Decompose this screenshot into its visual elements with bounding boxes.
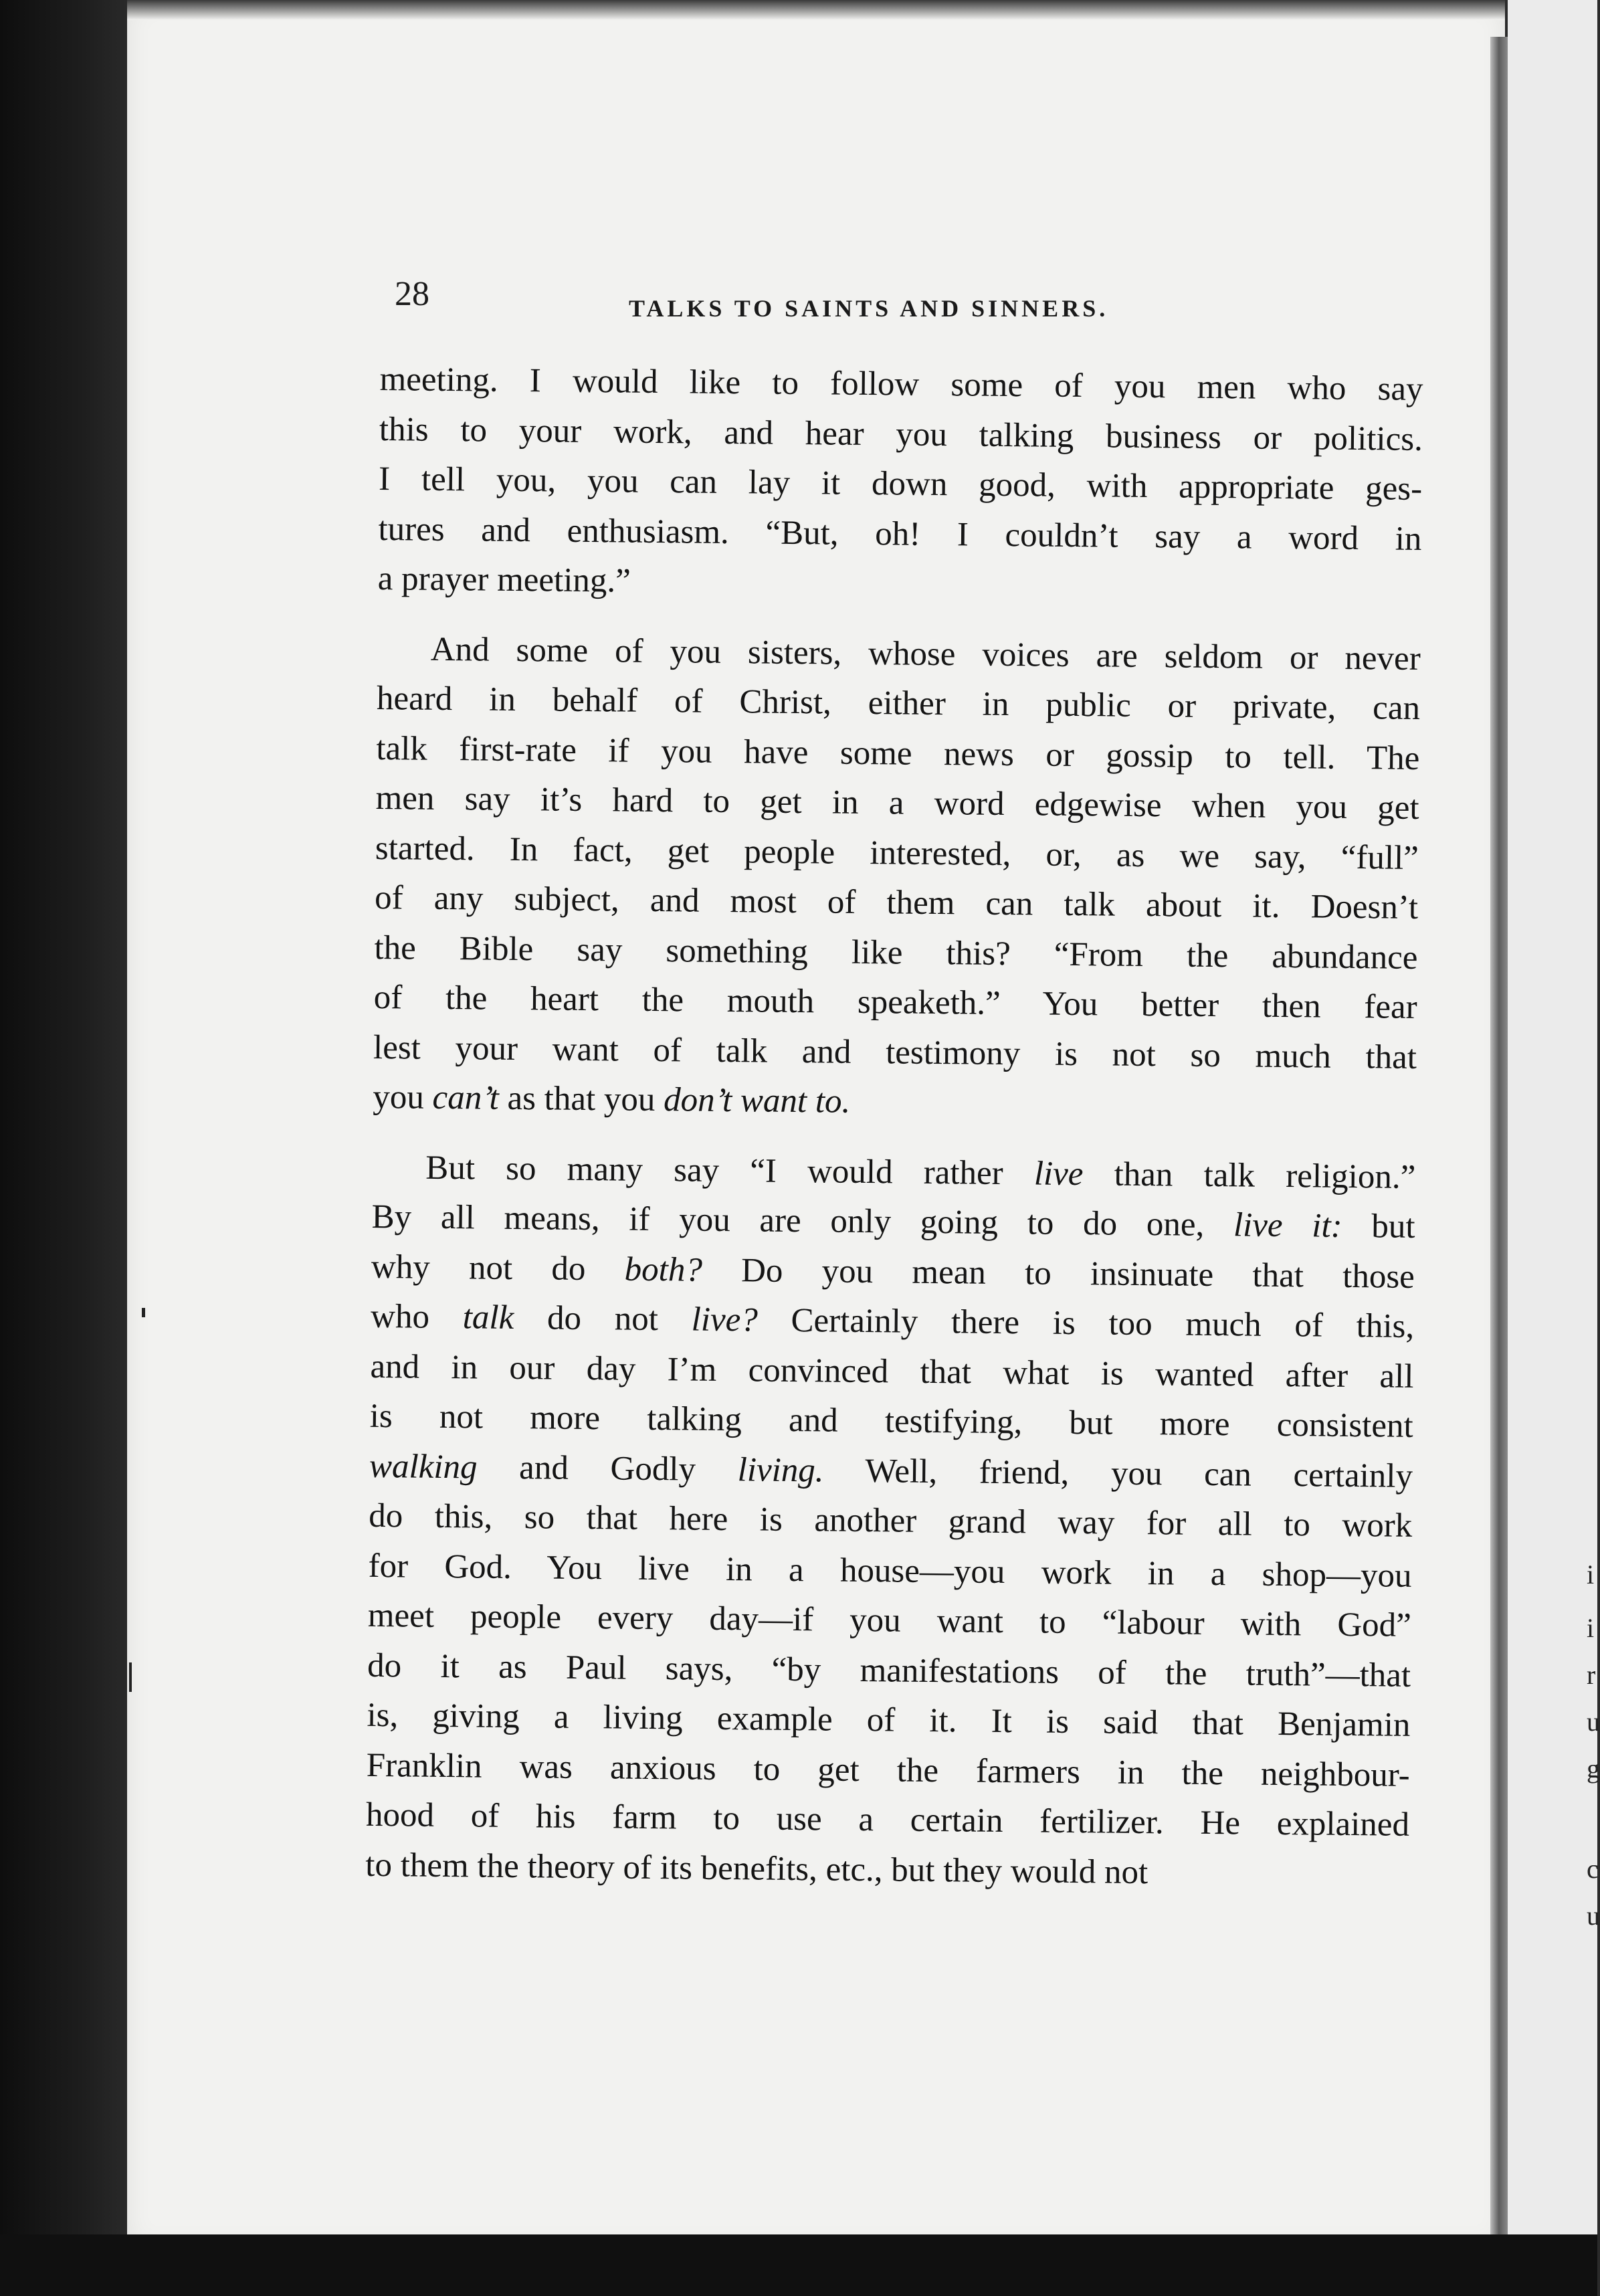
scan-bottom-margin <box>0 2234 1597 2296</box>
page-header <box>395 274 1411 328</box>
next-page-fragment: u <box>1587 1901 1600 1931</box>
text-run: for God. You live in a house—you work in a shop—you <box>368 1547 1412 1595</box>
text-run: By all means, if you are only going to do one, <box>371 1198 1234 1244</box>
running-head: TALKS TO SAINTS AND SINNERS. <box>629 295 1109 322</box>
text-run: who <box>370 1297 464 1337</box>
text-run: heard in behalf of Christ, either in public or private, can <box>376 679 1421 727</box>
text-run: talk first-rate if you have some news or gossip to tell. The <box>376 729 1420 777</box>
text-run: is, giving a living example of it. It is said that Benjamin <box>367 1696 1411 1744</box>
text-line <box>375 873 1419 933</box>
margin-speck <box>142 1308 145 1317</box>
paragraph <box>373 624 1421 1132</box>
text-line <box>379 454 1423 514</box>
italic-text: walking <box>369 1447 478 1486</box>
next-page-fragment: r <box>1587 1660 1596 1690</box>
text-run: Do you mean to insinuate that those <box>702 1251 1415 1296</box>
text-run: Well, friend, you can certainly <box>823 1451 1413 1495</box>
text-run: to them the theory of its benefits, etc., but they would not <box>365 1846 1148 1891</box>
text-line <box>375 773 1419 833</box>
text-line <box>379 355 1423 414</box>
text-run: Certainly there is too much of this, <box>757 1301 1415 1345</box>
text-line <box>365 1840 1409 1899</box>
text-run: a prayer meeting.” <box>377 559 631 600</box>
page-number: 28 <box>395 275 429 313</box>
text-run: and in our day I’m convinced that what is wanted after all <box>370 1347 1414 1396</box>
text-run: why not do <box>371 1248 625 1288</box>
text-run: of any subject, and most of them can talk about it. Doesn’t <box>374 878 1419 927</box>
text-run: men say it’s hard to get in a word edgewise when you get <box>375 779 1419 827</box>
next-page-fragment: i <box>1587 1613 1595 1643</box>
text-run: I tell you, you can lay it down good, with appropriate ges- <box>378 460 1423 508</box>
italic-text: don’t want to. <box>663 1081 851 1121</box>
italic-text: live <box>1033 1154 1084 1193</box>
text-run: But so many say “I would rather <box>425 1149 1035 1192</box>
text-line <box>369 1491 1413 1551</box>
text-line <box>367 1691 1411 1750</box>
italic-text: live it: <box>1233 1206 1342 1245</box>
text-run: this to your work, and hear you talking business or politics. <box>379 410 1423 458</box>
text-run: is not more talking and testifying, but more consistent <box>369 1397 1413 1445</box>
margin-speck <box>129 1662 132 1692</box>
text-run: and Godly <box>477 1448 738 1489</box>
next-page-sliver <box>1508 0 1600 2296</box>
italic-text: both? <box>624 1250 703 1289</box>
text-run: meeting. I would like to follow some of you men who say <box>379 360 1423 408</box>
text-line <box>371 1192 1415 1252</box>
body-text <box>365 355 1423 1920</box>
scan-left-margin <box>0 0 134 2296</box>
text-run: meet people every day—if you want to “labour with God” <box>367 1596 1412 1644</box>
next-page-fragment: g <box>1587 1753 1600 1784</box>
text-run: you <box>373 1078 433 1117</box>
text-run: do not <box>513 1299 692 1339</box>
next-page-fragment: c <box>1587 1854 1599 1884</box>
text-run: lest your want of talk and testimony is not so much that <box>373 1028 1417 1076</box>
text-line <box>371 1292 1415 1351</box>
text-run: as that you <box>498 1079 664 1119</box>
text-run: started. In fact, get people interested, or, as we say, “full” <box>375 829 1419 877</box>
page-gutter <box>1490 37 1508 2251</box>
text-run: do this, so that here is another grand way for all to work <box>369 1497 1413 1545</box>
text-run: but <box>1342 1207 1415 1246</box>
text-line <box>373 1072 1417 1132</box>
text-line <box>366 1790 1410 1850</box>
text-line <box>368 1591 1412 1650</box>
italic-text: live? <box>691 1301 759 1339</box>
next-page-fragment: i <box>1587 1559 1595 1590</box>
next-page-fragment: u <box>1587 1707 1600 1737</box>
text-run: And some of you sisters, whose voices are seldom or never <box>430 630 1421 678</box>
text-line <box>373 973 1417 1032</box>
text-run: do it as Paul says, “by manifestations of the truth”—that <box>367 1646 1411 1695</box>
italic-text: talk <box>462 1299 514 1337</box>
italic-text: can’t <box>432 1078 499 1117</box>
text-run: hood of his farm to use a certain fertilizer. He explained <box>365 1796 1410 1844</box>
text-line <box>377 674 1421 733</box>
text-run: than talk religion.” <box>1083 1155 1416 1196</box>
text-line <box>377 554 1421 613</box>
text-run: the Bible say something like this? “From the abundance <box>374 929 1418 977</box>
text-run: Franklin was anxious to get the farmers in the neighbour- <box>366 1746 1410 1794</box>
paragraph <box>365 1142 1416 1899</box>
paragraph <box>377 355 1423 613</box>
italic-text: living. <box>737 1450 824 1489</box>
text-run: of the heart the mouth speaketh.” You better then fear <box>373 978 1417 1026</box>
page-top-edge <box>127 0 1505 20</box>
text-run: tures and enthusiasm. “But, oh! I couldn’t say a word in <box>378 510 1422 558</box>
text-line <box>369 1392 1413 1451</box>
